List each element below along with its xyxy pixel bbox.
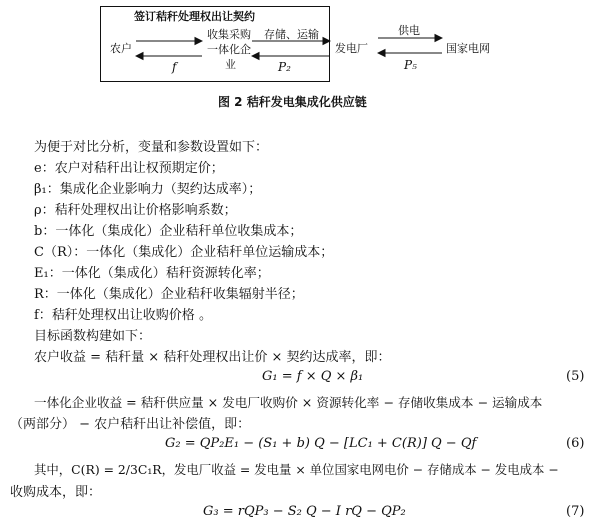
enterprise-income-line2: （两部分） − 农户秸秆出让补偿值，即： (10, 417, 251, 432)
node-farmer: 农户 (110, 42, 132, 55)
var-e: e：农户对秸秆出让权预期定价； (34, 161, 224, 176)
node-plant: 发电厂 (335, 42, 368, 55)
equation-7-number: (7) (566, 504, 585, 519)
arrow-power-label: 供电 (398, 24, 420, 37)
label-p5: P₅ (404, 58, 417, 72)
label-f: f (172, 60, 177, 74)
node-grid: 国家电网 (446, 42, 490, 55)
intro-line: 为便于对比分析，变量和参数设置如下： (34, 140, 269, 155)
box-title: 签订秸秆处理权出让契约 (134, 10, 255, 23)
label-p2: P₂ (278, 60, 291, 74)
var-f: f：秸秆处理权出让收购价格 。 (34, 308, 212, 323)
equation-7: G₃ = rQP₃ − S₂ Q − I rQ − QP₂ (203, 504, 406, 519)
figure-caption: 图 2 秸秆发电集成化供应链 (218, 95, 367, 109)
plant-income-line1: 其中，C(R) = 2/3C₁R，发电厂收益 = 发电量 × 单位国家电网电价 − 存储成本 − 发电成本 − (34, 462, 559, 477)
figure-arrows (0, 0, 600, 100)
equation-5: G₁ = f × Q × β₁ (262, 369, 364, 384)
arrow-storage-label: 存储、运输 (264, 28, 319, 41)
var-r: R：一体化（集成化）企业秸秆收集辐射半径； (34, 287, 304, 302)
equation-6-number: (6) (566, 436, 585, 451)
farmer-income-line: 农户收益 = 秸秆量 × 秸秆处理权出让价 × 契约达成率，即： (34, 350, 391, 365)
node-enterprise-line3: 业 (225, 58, 236, 71)
equation-6: G₂ = QP₂E₁ − (S₁ + b) Q − [LC₁ + C(R)] Q − Qf (165, 436, 477, 451)
node-enterprise-line2: 一体化企 (207, 43, 251, 56)
var-e1: E₁：一体化（集成化）秸秆资源转化率； (34, 266, 270, 281)
enterprise-income-line1: 一体化企业收益 = 秸秆供应量 × 发电厂收购价 × 资源转化率 − 存储收集成本 − 运输成本 (34, 395, 543, 410)
plant-income-line2: 收购成本，即： (10, 485, 102, 500)
var-c: C（R）：一体化（集成化）企业秸秆单位运输成本； (34, 245, 334, 260)
var-b: b：一体化（集成化）企业秸秆单位收集成本； (34, 224, 303, 239)
var-beta: β₁：集成化企业影响力（契约达成率）； (34, 182, 262, 197)
target-heading: 目标函数构建如下： (34, 329, 152, 344)
equation-5-number: (5) (566, 369, 585, 384)
node-enterprise-line1: 收集采购 (207, 28, 251, 41)
var-rho: ρ：秸秆处理权出让价格影响系数； (34, 203, 237, 218)
